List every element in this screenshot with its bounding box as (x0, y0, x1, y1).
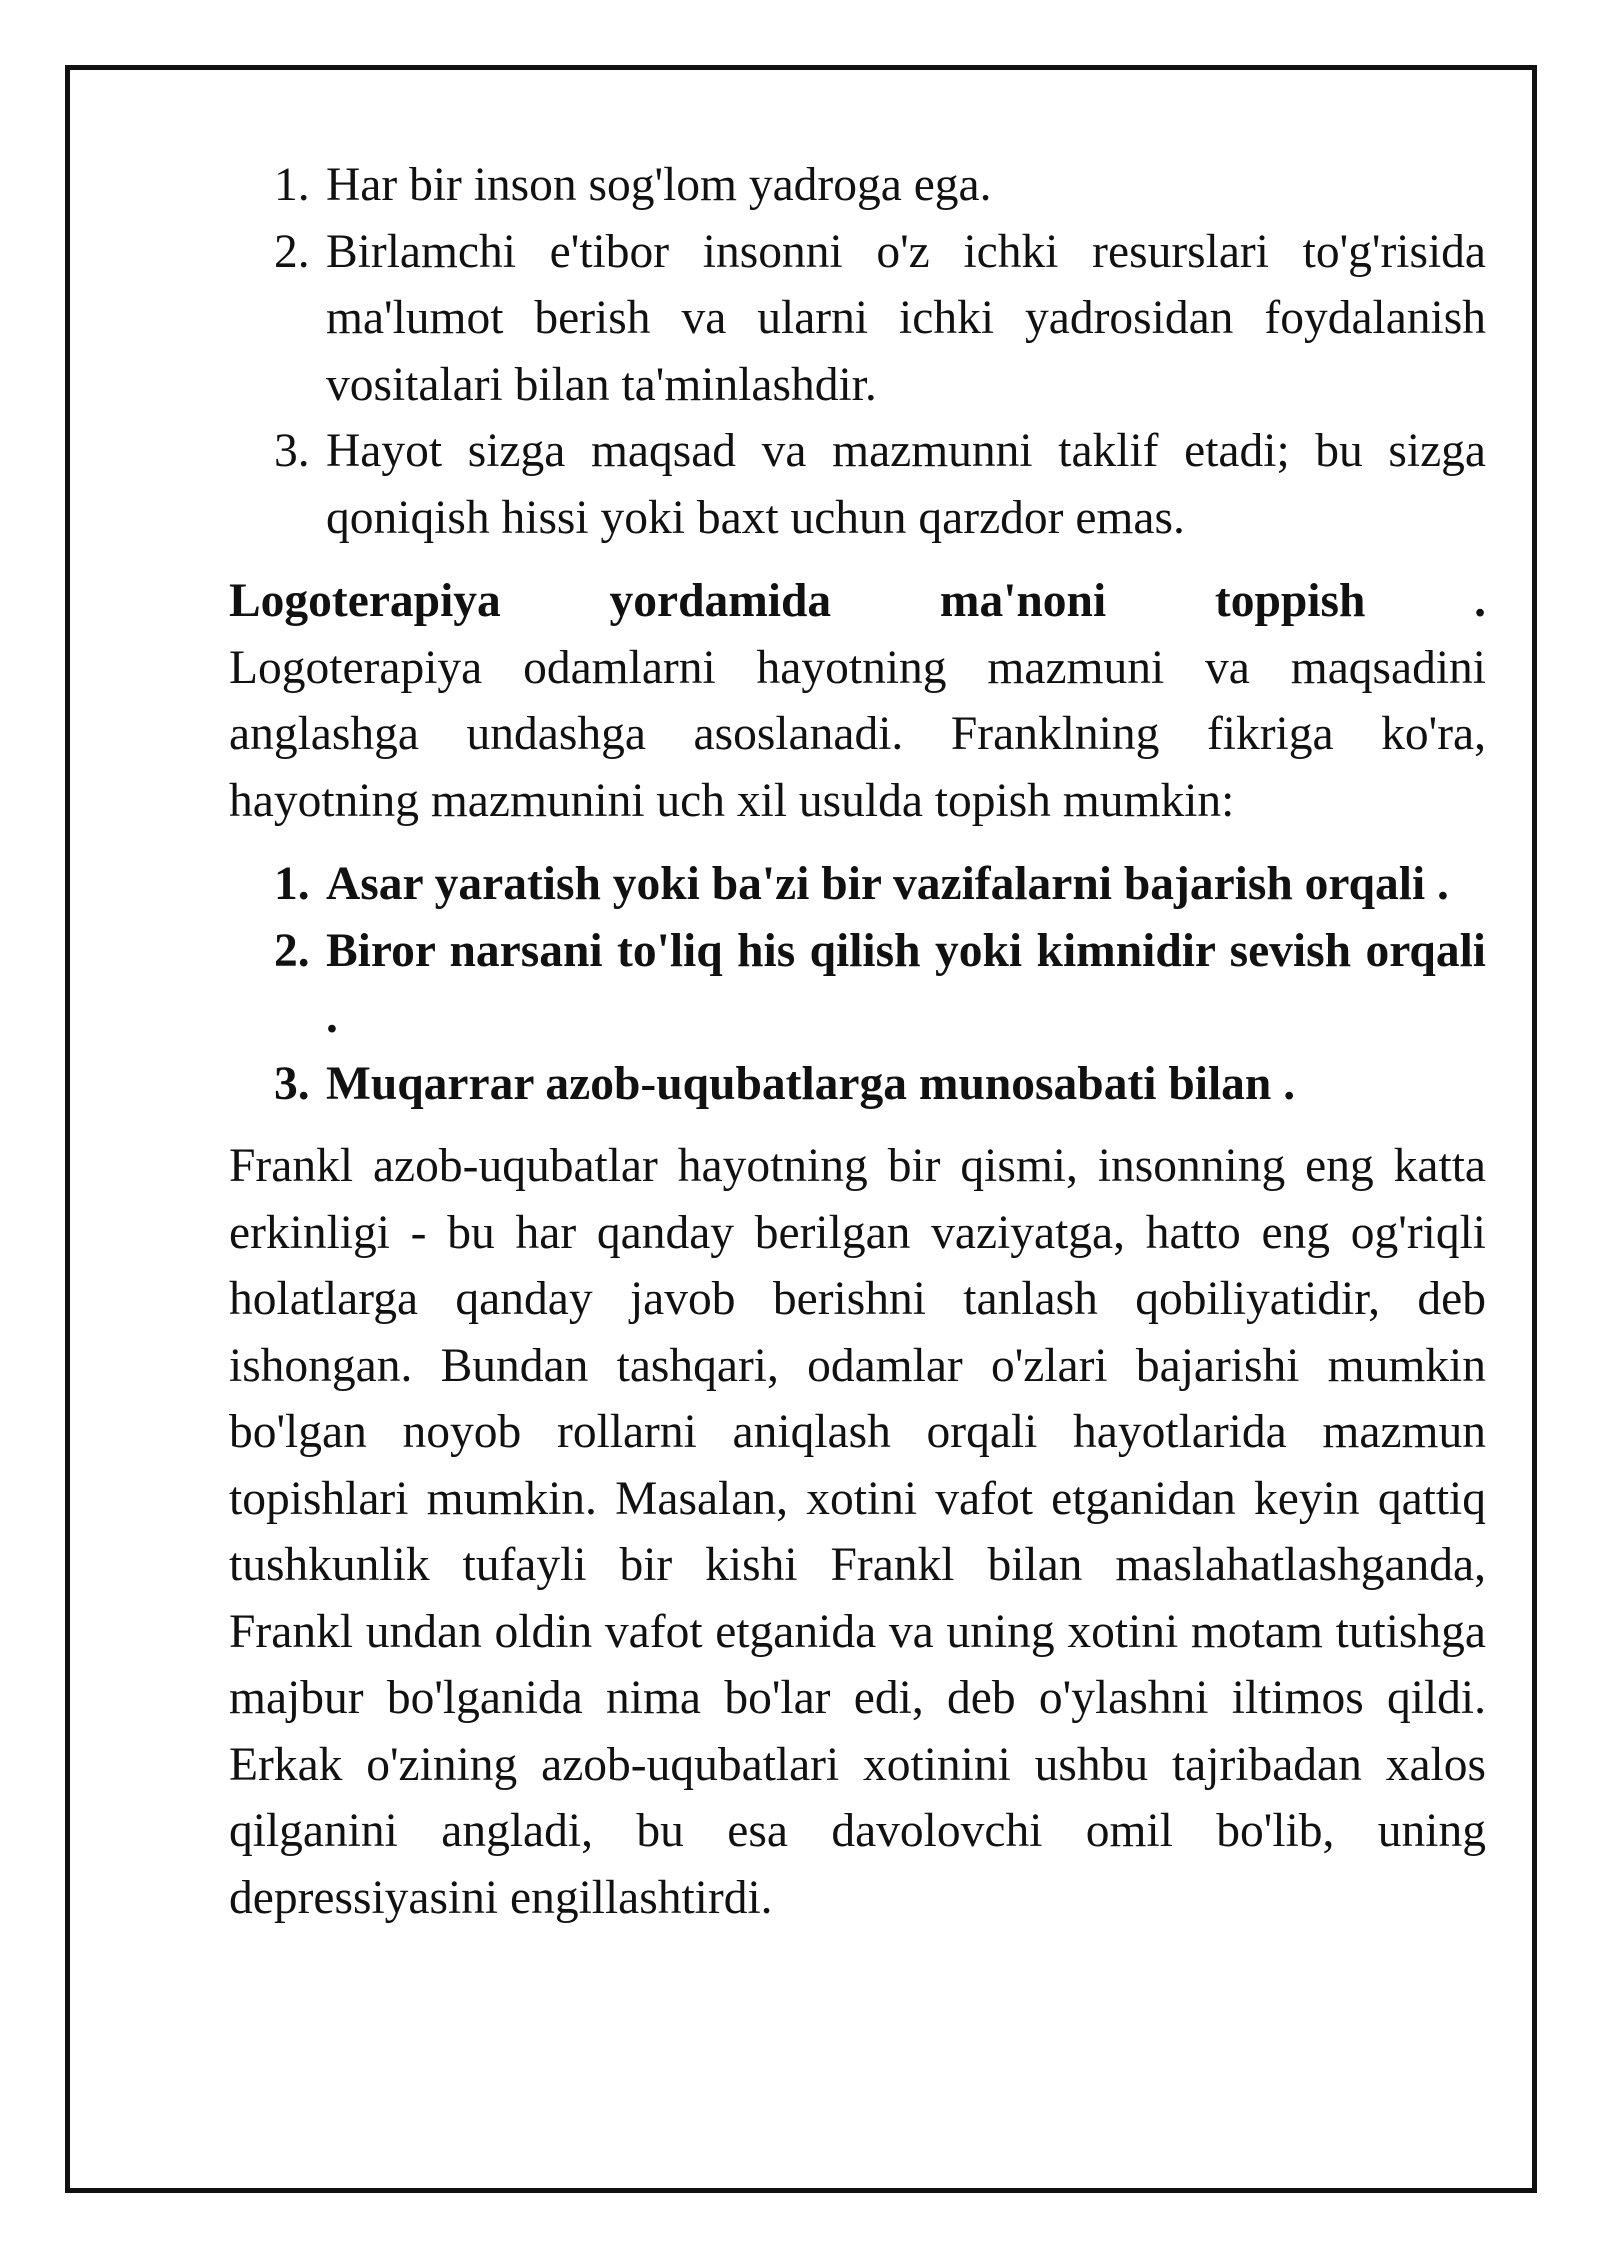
list-item-text: Har bir inson sog'lom yadroga ega. (326, 159, 992, 211)
list-number: 2. (274, 924, 310, 977)
heading-word: ma'noni (939, 575, 1107, 627)
list-number: 2. (274, 225, 310, 278)
list-number: 3. (274, 1057, 310, 1110)
list-item (229, 918, 1486, 1051)
list-item-text: Birlamchi e'tibor insonni o'z ichki resurslari to'g'risida ma'lumot berish va ularni ichki yadrosidan foydalanish vositalari bilan ta'minlashdir. (326, 225, 1486, 411)
list-item-text: Hayot sizga maqsad va mazmunni taklif etadi; bu sizga qoniqish hissi yoki baxt uchun qarzdor emas. (326, 425, 1486, 544)
list-item (229, 1051, 1486, 1118)
heading-word: toppish (1214, 575, 1366, 627)
list-item (229, 219, 1486, 419)
principles-list (229, 152, 1486, 551)
list-item (229, 418, 1486, 551)
section-heading (229, 568, 1486, 635)
list-item (229, 152, 1486, 219)
heading-word: Logoterapiya (229, 575, 501, 627)
list-item-text: Muqarrar azob-uqubatlarga munosabati bilan . (326, 1057, 1296, 1110)
list-item-text: Asar yaratish yoki ba'zi bir vazifalarni bajarish orqali . (326, 858, 1449, 910)
list-number: 3. (274, 425, 310, 477)
meaning-ways-list (229, 851, 1486, 1117)
section-intro-paragraph: Logoterapiya odamlarni hayotning mazmuni va maqsadini anglashga undashga asoslanadi. Franklning fikriga ko'ra, hayotning mazmunini uch xil usulda topish mumkin: (229, 641, 1486, 827)
list-number: 1. (274, 159, 310, 211)
heading-word: . (1474, 575, 1486, 627)
closing-paragraph: Frankl azob-uqubatlar hayotning bir qismi, insonning eng katta erkinligi - bu har qanday berilgan vaziyatga, hatto eng og'riqli holatlarga qanday javob berishni tanlash qobiliyatidir, deb ishongan. Bundan tashqari, odamlar o'zlari bajarishi mumkin bo'lgan noyob rollarni aniqlash orqali hayotlarida mazmun topishlari mumkin. Masalan, xotini vafot etganidan keyin qattiq tushkunlik tufayli bir kishi Frankl bilan maslahatlashganda, Frankl undan oldin vafot etganida va uning xotini motam tutishga majbur bo'lganida nima bo'lar edi, deb o'ylashni iltimos qildi. Erkak o'zining azob-uqubatlari xotinini ushbu tajribadan xalos qilganini angladi, bu esa davolovchi omil bo'lib, uning depressiyasini engillashtirdi. (229, 1140, 1486, 1924)
document-body (229, 152, 1486, 1931)
list-item (229, 851, 1486, 918)
heading-word: yordamida (609, 575, 832, 627)
list-number: 1. (274, 858, 310, 910)
list-item-text: Biror narsani to'liq his qilish yoki kimnidir sevish orqali . (326, 924, 1486, 1043)
